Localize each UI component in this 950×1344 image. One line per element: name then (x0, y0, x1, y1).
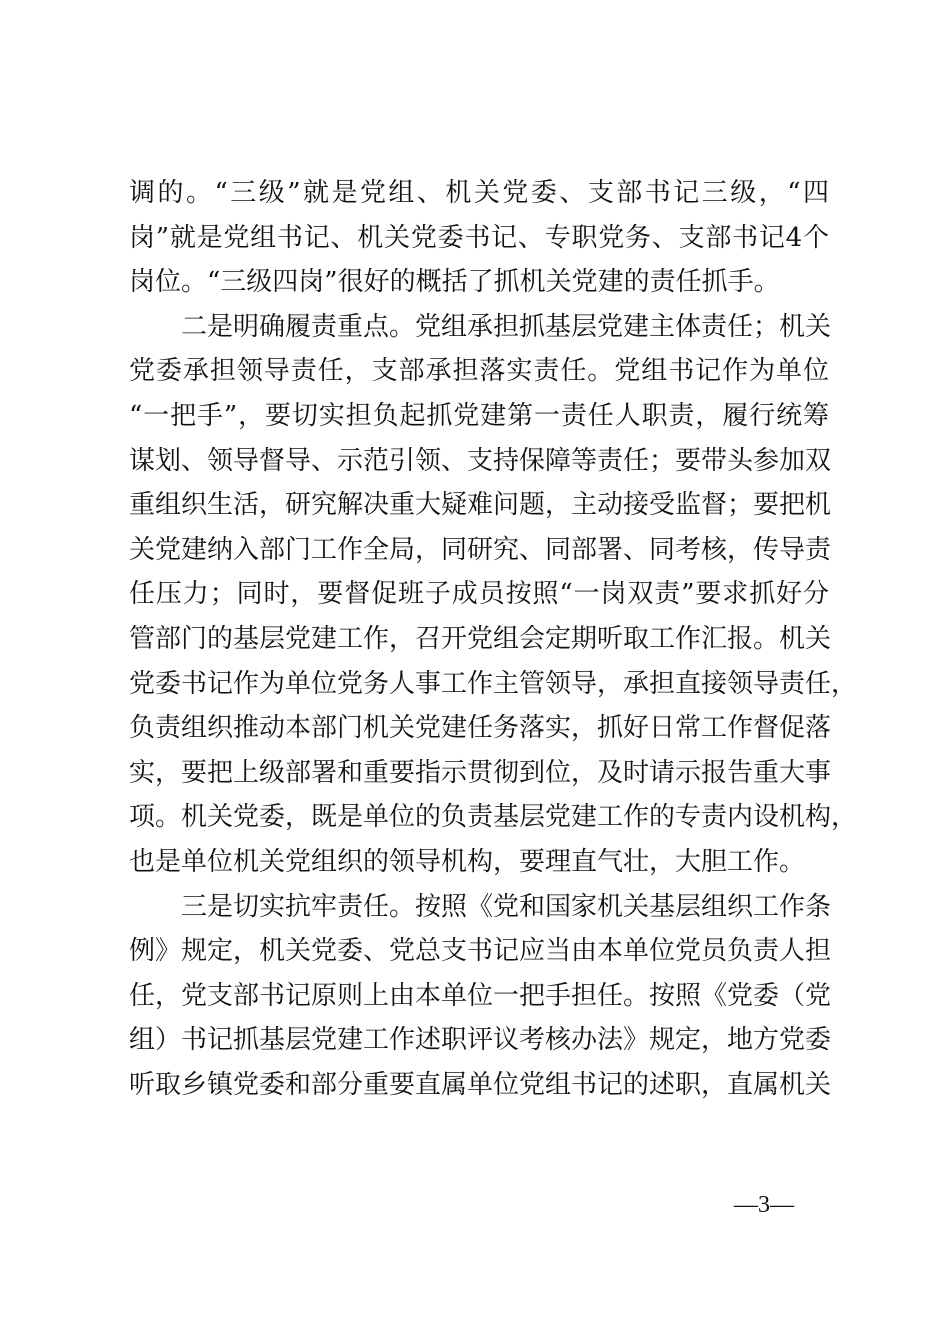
body-text (129, 171, 858, 1107)
text-line: 党委书记作为单位党务人事工作主管领导，承担直接领导责任， (129, 668, 858, 699)
page-number: —3— (734, 1192, 794, 1218)
text-line: “一把手”，要切实担负起抓党建第一责任人职责，履行统筹 (129, 400, 829, 431)
text-line: 例》规定，机关党委、党总支书记应当由本单位党员负责人担 (129, 936, 832, 967)
text-line: 管部门的基层党建工作，召开党组会定期听取工作汇报。机关 (129, 623, 832, 654)
text-line: 谋划、领导督导、示范引领、支持保障等责任；要带头参加双 (129, 445, 832, 476)
text-line: 负责组织推动本部门机关党建任务落实，抓好日常工作督促落 (129, 713, 832, 744)
text-line: 岗”就是党组书记、机关党委书记、专职党务、支部书记4个 (129, 222, 829, 253)
text-line: 任压力；同时，要督促班子成员按照“一岗双责”要求抓好分 (129, 579, 829, 610)
text-line: 也是单位机关党组织的领导机构，要理直气壮，大胆工作。 (129, 846, 806, 877)
text-line: 听取乡镇党委和部分重要直属单位党组书记的述职，直属机关 (129, 1069, 832, 1100)
text-line: 党委承担领导责任，支部承担落实责任。党组书记作为单位 (129, 356, 829, 387)
text-line: 关党建纳入部门工作全局，同研究、同部署、同考核，传导责 (129, 534, 832, 565)
text-line: 二是明确履责重点。党组承担抓基层党建主体责任；机关 (129, 311, 832, 342)
text-line: 岗位。“三级四岗”很好的概括了抓机关党建的责任抓手。 (129, 267, 780, 298)
text-line: 任，党支部书记原则上由本单位一把手担任。按照《党委（党 (129, 980, 832, 1011)
text-line: 实，要把上级部署和重要指示贯彻到位，及时请示报告重大事 (129, 757, 832, 788)
text-line: 项。机关党委，既是单位的负责基层党建工作的专责内设机构， (129, 802, 858, 833)
text-line: 重组织生活，研究解决重大疑难问题，主动接受监督；要把机 (129, 490, 832, 521)
text-line: 组）书记抓基层党建工作述职评议考核办法》规定，地方党委 (129, 1025, 832, 1056)
text-line: 三是切实抗牢责任。按照《党和国家机关基层组织工作条 (129, 891, 832, 922)
text-line: 调的。“三级”就是党组、机关党委、支部书记三级，“四 (129, 178, 829, 208)
